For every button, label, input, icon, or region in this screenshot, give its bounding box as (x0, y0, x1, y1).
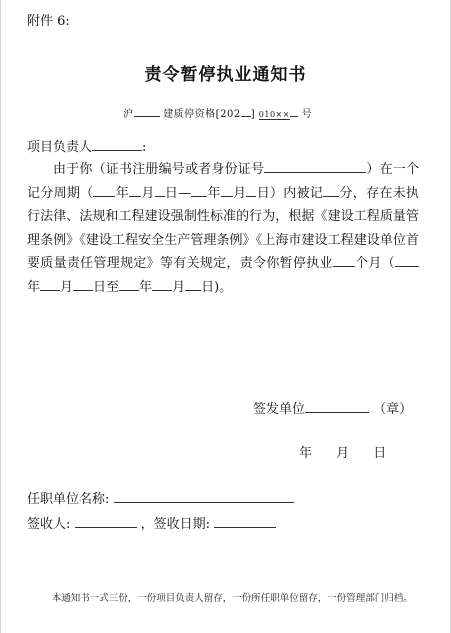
suspend-end-day-blank (185, 277, 201, 291)
attachment-label: 附件 6: (27, 14, 70, 29)
end-day-label: 日 (256, 185, 271, 201)
doc-number-bracket: ] (250, 109, 256, 120)
issuer-line (253, 398, 412, 417)
months-blank (333, 253, 355, 267)
doc-number-suffix: 号 (301, 109, 313, 120)
start-month-label: 月 (141, 185, 155, 201)
end-month-label: 月 (232, 185, 247, 201)
employer-blank (114, 489, 294, 503)
body-text-4: 存在未执行法律、法规和工程建设强制性标准的行为，根据《建设工程质量管理条例》《建设工程安全生产管理条例》《上海市建设工程建设单位首要质量责任管理规定》等有关规定，责令你暂停执业 (27, 185, 419, 271)
id-number-blank (264, 159, 366, 173)
suspend-start-month-blank (40, 277, 60, 291)
end-month-blank (221, 183, 233, 197)
addressee-blank (92, 137, 142, 151)
sign-date-blank (214, 514, 276, 528)
start-year-label: 年 (115, 185, 130, 201)
body-text-end: 日)。 (201, 279, 233, 295)
body-text-2: ）在一个记分周期（ (27, 162, 419, 201)
doc-number-blank-3 (290, 106, 298, 117)
points-label: 分， (339, 185, 367, 201)
signer-blank (75, 514, 137, 528)
doc-number-prefix: 沪 (123, 109, 134, 120)
sign-line (27, 513, 276, 532)
addressee-label: 项目负责人 (27, 140, 93, 155)
suspend-end-month-blank (152, 277, 172, 291)
doc-number-blank-2 (241, 106, 251, 117)
document-number (123, 105, 312, 120)
employer-label: 任职单位名称: (27, 492, 110, 507)
signer-label: 签收人: (27, 517, 71, 532)
period-dash: — (178, 185, 192, 201)
issue-date: 年 月 日 (299, 446, 387, 461)
end-year-label: 年 (207, 185, 221, 201)
suspend-start-month-label: 月 (60, 279, 74, 295)
end-year-blank (191, 183, 207, 197)
suspend-end-year-label: 年 (139, 279, 153, 295)
doc-number-middle: 建质停资格[202 (163, 109, 241, 120)
suspend-start-year-blank (395, 253, 419, 267)
end-day-blank (246, 183, 256, 197)
suspend-start-year-label: 年 (27, 279, 41, 295)
doc-number-blank-1 (134, 106, 160, 117)
suspend-end-month-label: 月 (172, 279, 186, 295)
issuer-seal: （章） (373, 402, 413, 417)
body-text-3: ）内被记 (270, 185, 324, 201)
suspend-end-year-blank (119, 277, 139, 291)
notice-body (27, 158, 419, 299)
notice-paragraph (27, 158, 419, 299)
addressee-colon: : (142, 140, 147, 155)
start-year-blank (93, 183, 115, 197)
points-blank (323, 183, 339, 197)
start-month-blank (129, 183, 141, 197)
body-text-1: 由于你（证书注册编号或者身份证号 (53, 162, 265, 177)
start-day-label: 日 (164, 185, 179, 201)
employer-line (27, 488, 294, 507)
suspend-to-label: 日至 (93, 279, 120, 295)
footnote: 本通知书一式三份，一份项目负责人留存，一份所任职单位留存，一份管理部门归档。 (51, 593, 413, 604)
issuer-label: 签发单位 (253, 402, 306, 417)
sign-date-label: ，签收日期: (140, 517, 211, 532)
issuer-blank (305, 399, 369, 413)
document-title: 责令暂停执业通知书 (144, 65, 307, 85)
suspend-start-day-blank (73, 277, 93, 291)
addressee-line (27, 136, 146, 155)
months-label: 个月（ (354, 256, 395, 271)
doc-number-serial: 010×× (258, 110, 290, 119)
start-day-blank (155, 183, 165, 197)
